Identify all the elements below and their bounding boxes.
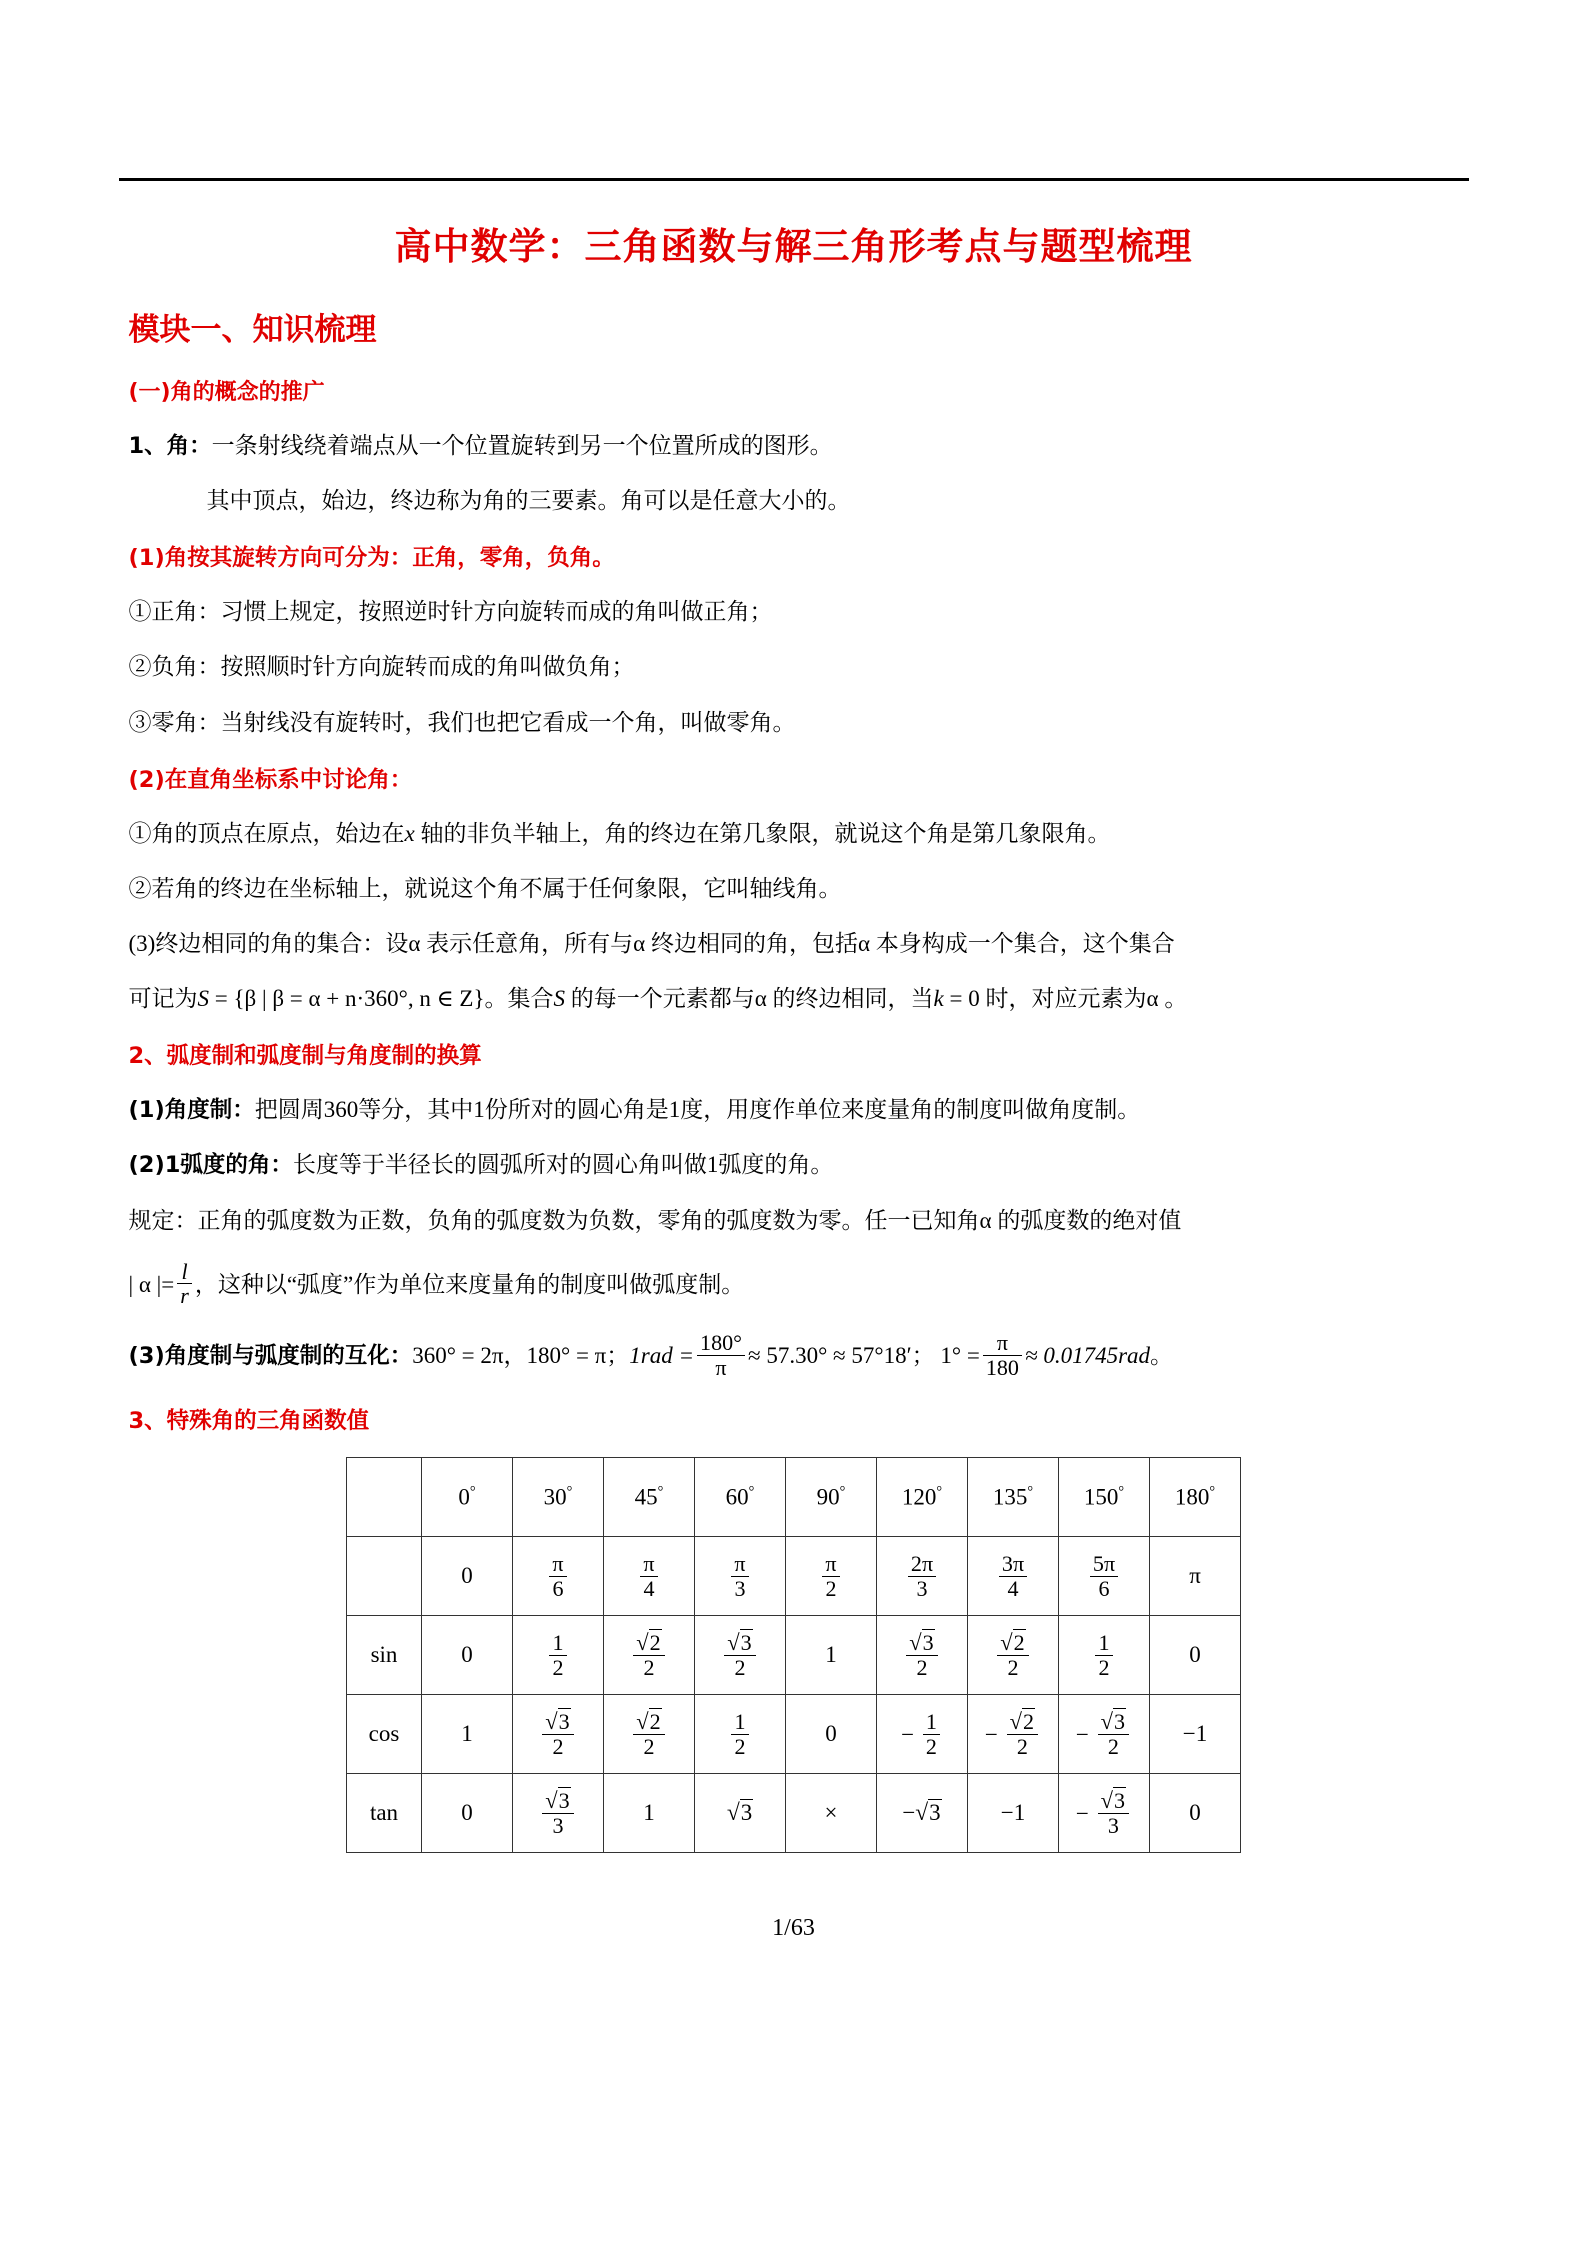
- alpha-symbol-2: α: [633, 930, 646, 956]
- radical-sign: √: [727, 1629, 740, 1655]
- set-symbol-S-2: S: [553, 985, 565, 1011]
- terminal-set-lead: (3)终边相同的角的集合：设: [128, 930, 409, 956]
- table-cell-value: −1: [1150, 1695, 1241, 1774]
- negative-sign: −: [901, 1722, 920, 1748]
- coordinate-item-one: [129, 818, 1469, 849]
- angle-definition-lead: 1、角：: [128, 433, 212, 459]
- degree-symbol: °: [469, 1483, 476, 1500]
- module-heading: 模块一、知识梳理: [128, 312, 377, 348]
- fraction-cell: [994, 1629, 1031, 1680]
- radical-sign: √: [545, 1787, 558, 1813]
- fraction-cell: [630, 1708, 667, 1759]
- table-cell-value: −1: [968, 1774, 1059, 1853]
- fraction-numerator: 5π: [1092, 1551, 1116, 1577]
- fraction-cell: [901, 1709, 943, 1759]
- table-cell-degree: 150°: [1059, 1458, 1150, 1537]
- fraction-numerator: 1: [734, 1709, 746, 1735]
- fraction-numerator: 1: [552, 1630, 564, 1656]
- fraction: [542, 1710, 573, 1758]
- fraction: [549, 1552, 566, 1600]
- table-cell-value: 0: [786, 1695, 877, 1774]
- fraction-cell: [1075, 1787, 1132, 1838]
- radicand: 2: [1013, 1629, 1025, 1655]
- sqrt-expression: [915, 1800, 941, 1825]
- deg-fraction-numerator: π: [996, 1330, 1008, 1356]
- k-equals-zero: = 0: [949, 985, 980, 1011]
- conversion-sep-2: ；: [606, 1343, 630, 1369]
- degree-symbol: °: [839, 1483, 846, 1500]
- fraction-cell: [630, 1629, 667, 1680]
- table-cell-value: 0: [422, 1616, 513, 1695]
- terminal-set-mid-2: 终边相同的角，包括: [650, 930, 858, 956]
- conversion-sep-1: ，: [503, 1343, 527, 1369]
- fraction-denominator: 6: [549, 1576, 566, 1600]
- sqrt-expression: [545, 1787, 570, 1813]
- negative-sign: −: [1075, 1801, 1095, 1827]
- fraction-cell: [1092, 1630, 1115, 1680]
- rotation-direction-heading: (1)角按其旋转方向可分为：正角，零角，负角。: [128, 545, 615, 572]
- degree-symbol: °: [1027, 1483, 1034, 1500]
- sqrt-expression: [727, 1629, 752, 1655]
- terminal-set-mid-1: 表示任意角，所有与: [426, 930, 634, 956]
- sqrt-expression: [1101, 1787, 1126, 1813]
- table-cell-value: [877, 1695, 968, 1774]
- alpha-symbol-4: α: [754, 985, 767, 1011]
- fraction-denominator: 3: [1098, 1813, 1129, 1837]
- degree-system-lead: (1)角度制：: [128, 1096, 255, 1123]
- header-rule: [119, 178, 1469, 181]
- radical-sign: √: [726, 1799, 740, 1826]
- coordinate-item-one-a: ①角的顶点在原点，始边在: [128, 820, 405, 846]
- table-cell-value: [695, 1616, 786, 1695]
- table-cell-value: [513, 1774, 604, 1853]
- conversion-end: 。: [1150, 1343, 1174, 1369]
- radian-angle-lead: (2)1弧度的角：: [128, 1152, 293, 1179]
- fraction-numerator: 1: [925, 1709, 937, 1735]
- fraction-numerator: [724, 1631, 755, 1655]
- conversion-360: 360° = 2π: [412, 1343, 504, 1369]
- fraction-cell: [819, 1551, 842, 1601]
- rad-fraction: [697, 1331, 745, 1379]
- fraction: [724, 1631, 755, 1679]
- radian-angle-text: 长度等于半径长的圆弧所对的圆心角叫做1弧度的角。: [292, 1152, 834, 1178]
- table-cell-degree: 30°: [513, 1458, 604, 1537]
- fraction-denominator: 4: [640, 1576, 657, 1600]
- variable-k: k: [933, 985, 944, 1011]
- table-cell-value: [1059, 1616, 1150, 1695]
- fraction-numerator: [633, 1710, 664, 1734]
- coordinate-item-one-b: 轴的非负半轴上，角的终边在第几象限，就说这个角是第几象限角。: [420, 820, 1111, 846]
- alpha-symbol-1: α: [408, 930, 421, 956]
- table-corner-cell: [347, 1458, 422, 1537]
- sqrt-expression: [727, 1800, 753, 1825]
- sqrt-expression: [1000, 1629, 1025, 1655]
- fraction: [908, 1552, 936, 1600]
- fraction: [542, 1789, 573, 1837]
- table-cell-value: [968, 1616, 1059, 1695]
- table-cell-value: 0: [1150, 1616, 1241, 1695]
- conversion-sep-3: ；: [911, 1343, 935, 1369]
- fraction-denominator: 3: [908, 1576, 936, 1600]
- degree-system-line: [129, 1094, 1469, 1125]
- fraction-denominator: 2: [731, 1734, 748, 1758]
- fraction-numerator: [997, 1631, 1028, 1655]
- fraction-cell: [905, 1551, 939, 1601]
- sqrt-expression: [1101, 1708, 1126, 1734]
- radicand: 3: [740, 1799, 753, 1825]
- fraction-cell: [546, 1551, 569, 1601]
- conversion-180: 180° = π: [526, 1343, 607, 1369]
- fraction-numerator: π: [825, 1551, 837, 1577]
- degree-symbol: °: [748, 1483, 755, 1500]
- table-cell-degree: 90°: [786, 1458, 877, 1537]
- abs-alpha-lead: | α |=: [128, 1271, 175, 1297]
- table-cell-degree: 135°: [968, 1458, 1059, 1537]
- table-cell-value: [513, 1695, 604, 1774]
- fraction-numerator: [542, 1710, 573, 1734]
- abs-alpha-tail: ，这种以“弧度”作为单位来度量角的制度叫做弧度制。: [194, 1271, 745, 1297]
- rad-fraction-numerator: 180°: [700, 1330, 742, 1356]
- fraction-denominator: 2: [997, 1655, 1028, 1679]
- table-cell-value: [1059, 1695, 1150, 1774]
- radical-sign: √: [545, 1708, 558, 1734]
- sqrt-expression: [909, 1629, 934, 1655]
- fraction: [1095, 1631, 1112, 1679]
- coordinate-system-heading: (2)在直角坐标系中讨论角：: [128, 766, 413, 793]
- deg-fraction: [983, 1331, 1022, 1379]
- fraction: [633, 1631, 664, 1679]
- trig-table-body: [347, 1458, 1241, 1853]
- fraction: [731, 1552, 748, 1600]
- fraction-denominator: 2: [906, 1655, 937, 1679]
- section-heading-one: (一)角的概念的推广: [128, 380, 325, 405]
- table-cell-radian: π: [1150, 1537, 1241, 1616]
- terminal-set-line2-mid4: 时，对应元素为: [985, 985, 1147, 1011]
- fraction-denominator: 2: [549, 1655, 566, 1679]
- table-cell-value: [1059, 1774, 1150, 1853]
- angle-definition-text: 一条射线绕着端点从一个位置旋转到另一个位置所成的图形。: [211, 433, 833, 458]
- fraction-numerator: π: [643, 1551, 655, 1577]
- fraction-cell: [637, 1551, 660, 1601]
- table-cell-value: [513, 1616, 604, 1695]
- table-cell-value: [604, 1616, 695, 1695]
- radical-sign: √: [909, 1629, 922, 1655]
- terminal-set-line2-mid1: 。集合: [484, 985, 554, 1011]
- deg-fraction-denominator: 180: [983, 1355, 1022, 1379]
- fraction: [549, 1631, 566, 1679]
- trig-values-table: [346, 1457, 1241, 1853]
- fraction-denominator: 2: [633, 1734, 664, 1758]
- fraction-cell: [728, 1709, 751, 1759]
- bullet-zero-angle: ③零角：当射线没有旋转时，我们也把它看成一个角，叫做零角。: [128, 709, 796, 735]
- fraction-numerator: 2π: [910, 1551, 934, 1577]
- table-cell-degree: 45°: [604, 1458, 695, 1537]
- table-cell-value: [695, 1695, 786, 1774]
- fraction-cell: [539, 1708, 576, 1759]
- fraction-cell: [984, 1708, 1041, 1759]
- fraction: [822, 1552, 839, 1600]
- page-content: [119, 0, 1469, 1982]
- fraction-cell: [721, 1629, 758, 1680]
- radical-sign: √: [1100, 1708, 1114, 1734]
- terminal-set-line2-lead: 可记为: [128, 985, 198, 1011]
- table-cell-radian: [604, 1537, 695, 1616]
- fraction-denominator-r: r: [177, 1283, 192, 1307]
- fraction-cell: [903, 1629, 940, 1680]
- table-cell-value: 1: [422, 1695, 513, 1774]
- degree-symbol: °: [1209, 1483, 1216, 1500]
- set-symbol-S: S: [197, 985, 209, 1011]
- terminal-set-formula: = {β | β = α + n·360°, n ∈ Z}: [214, 985, 485, 1011]
- radicand: 3: [558, 1708, 570, 1734]
- fraction-cell: [1087, 1551, 1121, 1601]
- table-cell-degree: 120°: [877, 1458, 968, 1537]
- table-row-tan: [347, 1774, 1241, 1853]
- bullet-negative-angle: ②负角：按照顺时针方向旋转而成的角叫做负角；: [128, 654, 635, 680]
- table-cell-value: 1: [786, 1616, 877, 1695]
- table-corner-cell-2: [347, 1537, 422, 1616]
- table-cell-radian: [513, 1537, 604, 1616]
- sqrt-expression: [1010, 1708, 1035, 1734]
- table-cell-radian: [968, 1537, 1059, 1616]
- radical-sign: √: [915, 1799, 929, 1826]
- conversion-deg-lead: 1° =: [940, 1343, 980, 1369]
- radical-sign: √: [1000, 1629, 1013, 1655]
- terminal-set-line-one: [129, 928, 1469, 959]
- radian-heading: 2、弧度制和弧度制与角度制的换算: [128, 1042, 482, 1069]
- sqrt-expression: [636, 1629, 661, 1655]
- table-row-degrees: [347, 1458, 1241, 1537]
- table-cell-value: [877, 1616, 968, 1695]
- fraction: [640, 1552, 657, 1600]
- fraction-denominator: 2: [724, 1655, 755, 1679]
- angle-definition-line: [129, 430, 1469, 461]
- radical-sign: √: [636, 1629, 649, 1655]
- negative-sign: −: [1075, 1722, 1095, 1748]
- fraction-numerator: [906, 1631, 937, 1655]
- table-cell-value: [695, 1774, 786, 1853]
- fraction-denominator: 2: [1098, 1734, 1129, 1758]
- fraction: [923, 1710, 940, 1758]
- fraction-denominator: 4: [999, 1576, 1027, 1600]
- degree-symbol: °: [566, 1483, 573, 1500]
- table-row-radians: [347, 1537, 1241, 1616]
- terminal-set-tail: 本身构成一个集合，这个集合: [875, 930, 1175, 956]
- fraction-numerator: [542, 1789, 573, 1813]
- table-cell-value: ×: [786, 1774, 877, 1853]
- table-cell-radian: [695, 1537, 786, 1616]
- fraction-numerator: [1007, 1710, 1038, 1734]
- radicand: 3: [1114, 1708, 1126, 1734]
- fraction-numerator-l: l: [181, 1258, 188, 1284]
- fraction: [1090, 1552, 1118, 1600]
- terminal-set-line2-mid2: 的每一个元素都与: [570, 985, 755, 1011]
- conversion-line: [129, 1331, 1469, 1379]
- conversion-rad-lead: 1rad =: [629, 1343, 695, 1369]
- fraction-numerator: [1098, 1710, 1129, 1734]
- degree-symbol: °: [936, 1483, 943, 1500]
- abs-alpha-formula-line: [129, 1260, 1469, 1308]
- table-cell-value: 0: [1150, 1774, 1241, 1853]
- sqrt-expression: [545, 1708, 570, 1734]
- rad-fraction-denominator: π: [697, 1355, 745, 1379]
- fraction-denominator: 3: [731, 1576, 748, 1600]
- fraction-denominator: 2: [923, 1734, 940, 1758]
- table-cell-value: [604, 1695, 695, 1774]
- l-over-r-fraction: [177, 1260, 192, 1308]
- table-cell-radian: 0: [422, 1537, 513, 1616]
- table-cell-degree: 0°: [422, 1458, 513, 1537]
- angle-definition-continuation: 其中顶点，始边，终边称为角的三要素。角可以是任意大小的。: [206, 488, 851, 514]
- negative-sign: −: [984, 1722, 1004, 1748]
- fraction-denominator: 2: [1095, 1655, 1112, 1679]
- row-label-sin: sin: [347, 1616, 422, 1695]
- table-row-sin: [347, 1616, 1241, 1695]
- variable-x: x: [404, 820, 415, 846]
- terminal-set-line2-end: 。: [1164, 985, 1188, 1011]
- radicand: 3: [1114, 1787, 1126, 1813]
- fraction: [906, 1631, 937, 1679]
- fraction-numerator: π: [552, 1551, 564, 1577]
- radicand: 3: [740, 1629, 752, 1655]
- fraction-numerator: 3π: [1001, 1551, 1025, 1577]
- alpha-symbol-6: α: [979, 1207, 992, 1233]
- fraction: [999, 1552, 1027, 1600]
- terminal-set-line2-mid3: 的终边相同，当: [772, 985, 934, 1011]
- radian-rule-line: [129, 1205, 1469, 1236]
- table-row-cos: [347, 1695, 1241, 1774]
- fraction: [633, 1710, 664, 1758]
- fraction: [997, 1631, 1028, 1679]
- radical-sign: √: [636, 1708, 649, 1734]
- row-label-cos: cos: [347, 1695, 422, 1774]
- radian-rule-text-b: 的弧度数的绝对值: [997, 1207, 1182, 1233]
- fraction-cell: [728, 1551, 751, 1601]
- radical-sign: √: [1009, 1708, 1023, 1734]
- table-cell-value: 1: [604, 1774, 695, 1853]
- table-cell-value: [968, 1695, 1059, 1774]
- table-cell-degree: 180°: [1150, 1458, 1241, 1537]
- table-cell-value: −√3: [877, 1774, 968, 1853]
- fraction: [731, 1710, 748, 1758]
- alpha-symbol-3: α: [857, 930, 871, 956]
- table-cell-value: 0: [422, 1774, 513, 1853]
- conversion-rad-tail: ≈ 57.30° ≈ 57°18′: [747, 1343, 912, 1369]
- page-number: 1/63: [772, 1915, 815, 1942]
- table-cell-radian: [786, 1537, 877, 1616]
- bullet-positive-angle: ①正角：习惯上规定，按照逆时针方向旋转而成的角叫做正角；: [128, 599, 773, 625]
- fraction-cell: [1075, 1708, 1132, 1759]
- radicand: 3: [922, 1629, 934, 1655]
- radicand: 2: [1023, 1708, 1035, 1734]
- special-values-heading: 3、特殊角的三角函数值: [128, 1408, 370, 1435]
- trig-table-wrapper: [119, 1457, 1469, 1853]
- fraction-numerator: 1: [1098, 1630, 1110, 1656]
- fraction: [1007, 1710, 1038, 1758]
- fraction-denominator: 2: [822, 1576, 839, 1600]
- conversion-deg-tail: ≈ 0.01745rad: [1024, 1343, 1151, 1369]
- radicand: 3: [558, 1787, 570, 1813]
- fraction-denominator: 6: [1090, 1576, 1118, 1600]
- degree-system-text: 把圆周360等分，其中1份所对的圆心角是1度，用度作单位来度量角的制度叫做角度制。: [254, 1096, 1141, 1122]
- fraction-numerator: [1098, 1789, 1129, 1813]
- fraction-denominator: 3: [542, 1813, 573, 1837]
- radicand: 2: [649, 1629, 661, 1655]
- radicand: 2: [649, 1708, 661, 1734]
- fraction-cell: [539, 1787, 576, 1838]
- alpha-symbol-5: α: [1146, 985, 1159, 1011]
- sqrt-expression: [636, 1708, 661, 1734]
- fraction-denominator: 2: [1007, 1734, 1038, 1758]
- degree-symbol: °: [1118, 1483, 1125, 1500]
- radian-rule-text-a: 规定：正角的弧度数为正数，负角的弧度数为负数，零角的弧度数为零。任一已知角: [128, 1207, 980, 1233]
- terminal-set-line-two: [129, 983, 1469, 1014]
- degree-symbol: °: [657, 1483, 664, 1500]
- fraction-cell: [996, 1551, 1030, 1601]
- page-title: 高中数学：三角函数与解三角形考点与题型梳理: [394, 224, 1193, 268]
- radian-angle-line: [129, 1149, 1469, 1180]
- fraction-cell: [546, 1630, 569, 1680]
- table-cell-radian: [877, 1537, 968, 1616]
- fraction-numerator: π: [734, 1551, 746, 1577]
- conversion-lead: (3)角度制与弧度制的互化：: [128, 1343, 413, 1370]
- fraction: [1098, 1789, 1129, 1837]
- radical-sign: √: [1100, 1787, 1114, 1813]
- radicand: 3: [929, 1799, 941, 1825]
- coordinate-item-two: ②若角的终边在坐标轴上，就说这个角不属于任何象限，它叫轴线角。: [128, 875, 842, 901]
- row-label-tan: tan: [347, 1774, 422, 1853]
- table-cell-radian: [1059, 1537, 1150, 1616]
- table-cell-degree: 60°: [695, 1458, 786, 1537]
- fraction-numerator: [633, 1631, 664, 1655]
- fraction-denominator: 2: [633, 1655, 664, 1679]
- fraction: [1098, 1710, 1129, 1758]
- fraction-denominator: 2: [542, 1734, 573, 1758]
